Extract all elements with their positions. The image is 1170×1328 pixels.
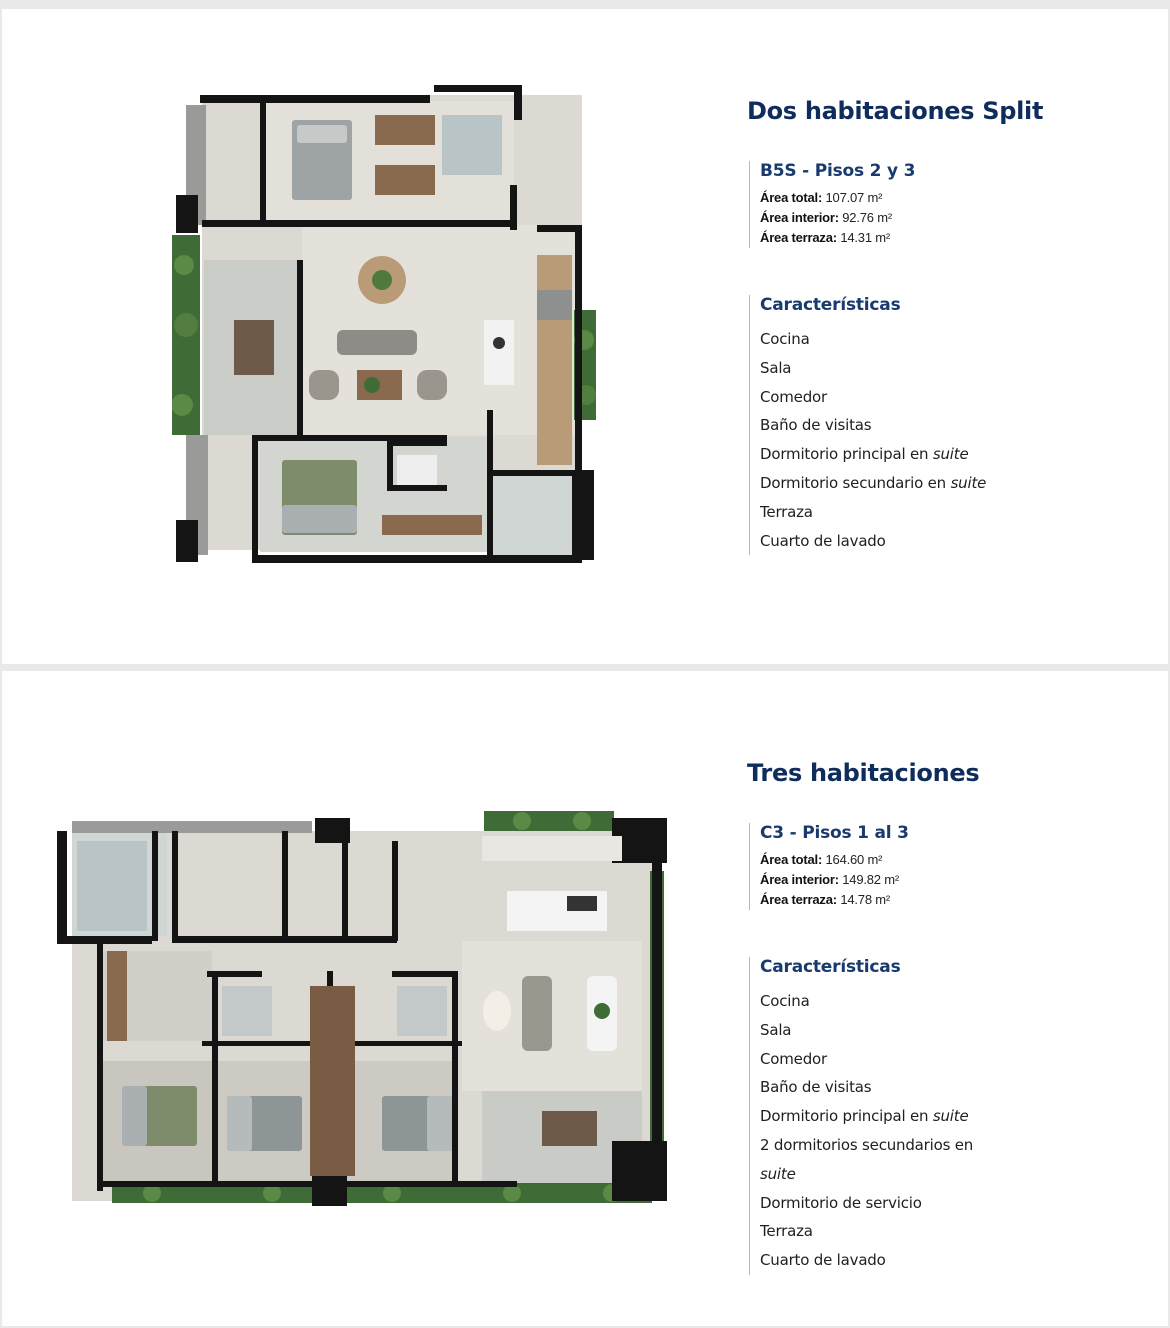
- area-terrace: Área terraza: 14.78 m²: [760, 892, 891, 907]
- feature-item: Dormitorio principal en suite: [760, 445, 969, 464]
- feature-item: Terraza: [760, 1222, 813, 1241]
- features-block: [749, 957, 979, 1275]
- area-block: [749, 161, 915, 248]
- area-terrace: Área terraza: 14.31 m²: [760, 230, 891, 245]
- unit-info-three-bedroom: [747, 759, 980, 1270]
- features-list: [760, 987, 979, 1275]
- area-total: Área total: 107.07 m²: [760, 190, 883, 205]
- area-block: [749, 823, 909, 910]
- feature-item: Dormitorio secundario en suite: [760, 473, 987, 492]
- features-title: Características: [760, 295, 901, 315]
- unit-title: Tres habitaciones: [747, 759, 980, 787]
- feature-item: Cocina: [760, 992, 810, 1010]
- unit-info-two-bedroom: [747, 97, 1044, 550]
- features-block: [749, 295, 986, 555]
- unit-card-three-bedroom: [2, 671, 1168, 1326]
- feature-item: Dormitorio de servicio: [760, 1193, 922, 1212]
- feature-item: Cocina: [760, 330, 810, 348]
- feature-item: Comedor: [760, 1049, 827, 1068]
- unit-model: C3 - Pisos 1 al 3: [760, 823, 909, 843]
- feature-item: Baño de visitas: [760, 416, 872, 435]
- feature-item: Cuarto de lavado: [760, 1251, 886, 1270]
- feature-item: Sala: [760, 358, 792, 377]
- area-total: Área total: 164.60 m²: [760, 852, 883, 867]
- unit-title: Dos habitaciones Split: [747, 97, 1044, 125]
- feature-item: 2 dormitorios secundarios en suite: [760, 1135, 974, 1183]
- floor-plan-c3: [52, 811, 672, 1211]
- features-list: [760, 325, 986, 555]
- area-interior: Área interior: 92.76 m²: [760, 210, 892, 225]
- feature-item: Sala: [760, 1020, 792, 1039]
- unit-card-two-bedroom: [2, 9, 1168, 664]
- feature-item: Baño de visitas: [760, 1078, 872, 1097]
- features-title: Características: [760, 957, 901, 977]
- feature-item: Comedor: [760, 387, 827, 406]
- unit-model: B5S - Pisos 2 y 3: [760, 161, 916, 181]
- area-interior: Área interior: 149.82 m²: [760, 872, 899, 887]
- feature-item: Dormitorio principal en suite: [760, 1107, 969, 1126]
- feature-item: Terraza: [760, 502, 813, 521]
- feature-item: Cuarto de lavado: [760, 531, 886, 550]
- floor-plan-b5s: [172, 75, 602, 570]
